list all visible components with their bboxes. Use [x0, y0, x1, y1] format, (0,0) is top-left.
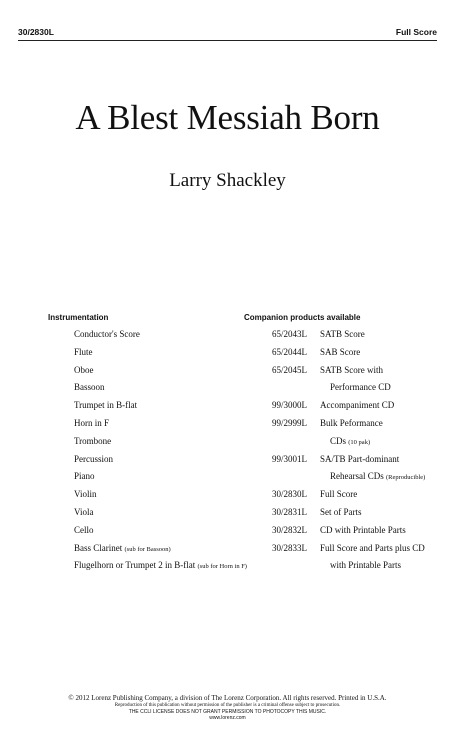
- page-title: A Blest Messiah Born: [75, 98, 380, 137]
- product-description-text: SATB Score: [320, 329, 365, 339]
- instrument-item: [74, 433, 254, 451]
- composer-name: Larry Shackley: [169, 170, 286, 191]
- product-description: [320, 522, 406, 540]
- product-description: [320, 326, 365, 344]
- product-description: [330, 468, 425, 487]
- product-description: [320, 504, 362, 522]
- companion-row: [244, 415, 444, 433]
- instrument-name: Percussion: [74, 453, 113, 464]
- instrument-item: [74, 557, 254, 575]
- product-description-text: Full Score: [320, 489, 358, 500]
- companion-row: [244, 504, 444, 522]
- header-divider: [18, 40, 437, 41]
- companion-row: [244, 397, 444, 415]
- instrument-item: [74, 326, 254, 344]
- catalog-number: 30/2830L: [18, 27, 54, 37]
- companion-products-table: [244, 326, 444, 575]
- product-code: 99/3000L: [272, 400, 307, 411]
- instrument-name: Cello: [74, 524, 94, 535]
- instrument-item: [74, 397, 254, 415]
- product-description-text: with Printable Parts: [330, 560, 401, 571]
- product-description-text: Accompaniment CD: [320, 400, 395, 411]
- product-description-text: SA/TB Part-dominant: [320, 453, 400, 464]
- product-description-text: CD with Printable Parts: [320, 524, 406, 535]
- instrument-name: Conductor's Score: [74, 329, 140, 339]
- product-description-text: SAB Score: [320, 346, 361, 357]
- ccli-notice: THE CCLI LICENSE DOES NOT GRANT PERMISSION TO PHOTOCOPY THIS MUSIC.: [128, 709, 327, 715]
- product-description: [330, 379, 391, 397]
- product-description: [320, 344, 360, 362]
- instrument-item: [74, 522, 254, 540]
- instrumentation-heading: Instrumentation: [48, 313, 109, 322]
- reproduction-notice: Reproduction of this publication without permission of the publisher is a criminal offense subject to prosecution.: [114, 703, 341, 708]
- companion-row: [244, 468, 444, 486]
- product-description-text: SATB Score with: [320, 364, 383, 375]
- copyright-notice: © 2012 Lorenz Publishing Company, a division of The Lorenz Corporation. All rights reserved. Printed in U.S.A.: [68, 694, 387, 702]
- product-description: [320, 362, 383, 380]
- companion-row: [244, 557, 444, 575]
- companion-row: [244, 344, 444, 362]
- instrumentation-list: [74, 326, 254, 575]
- instrument-item: [74, 468, 254, 486]
- product-code: 30/2832L: [272, 524, 307, 535]
- product-description-text: Performance CD: [330, 382, 391, 393]
- instrument-item: [74, 451, 254, 469]
- product-description: [320, 540, 425, 558]
- instrument-name: Trumpet in B-flat: [74, 400, 138, 411]
- companion-row: [244, 486, 444, 504]
- product-description: [320, 397, 394, 415]
- instrument-name: Piano: [74, 471, 95, 482]
- product-code: 99/2999L: [272, 417, 307, 428]
- companion-row: [244, 362, 444, 380]
- product-code: 30/2830L: [272, 489, 307, 500]
- product-description-text: Rehearsal CDs: [330, 471, 384, 482]
- companion-row: [244, 433, 444, 451]
- instrument-name: Bassoon: [74, 382, 105, 393]
- page-header: [18, 27, 437, 41]
- page-footer: [0, 694, 455, 721]
- companion-row: [244, 522, 444, 540]
- companion-row: [244, 379, 444, 397]
- product-description: [320, 415, 383, 433]
- product-note: (Reproducible): [386, 474, 426, 482]
- companion-row: [244, 451, 444, 469]
- product-description: [320, 486, 357, 504]
- instrument-name: Viola: [74, 506, 94, 517]
- instrument-note: (sub for Horn in F): [197, 563, 247, 571]
- companion-row: [244, 540, 444, 558]
- instrument-item: [74, 540, 254, 558]
- product-description-text: CDs: [330, 435, 347, 446]
- product-description-text: Bulk Peformance: [320, 417, 383, 428]
- companion-row: [244, 326, 444, 344]
- instrument-name: Trombone: [74, 435, 112, 446]
- product-note: (10 pak): [348, 438, 371, 446]
- product-description-text: Set of Parts: [320, 506, 362, 517]
- product-code: 65/2043L: [272, 329, 307, 339]
- product-description: [320, 451, 399, 469]
- instrument-note: (sub for Bassoon): [124, 545, 171, 553]
- product-code: 65/2044L: [272, 346, 307, 357]
- score-type-label: Full Score: [395, 27, 437, 37]
- product-description-text: Full Score and Parts plus CD: [320, 542, 425, 553]
- instrument-name: Horn in F: [74, 417, 110, 428]
- instrument-item: [74, 486, 254, 504]
- companion-heading: Companion products available: [244, 313, 361, 322]
- instrument-item: [74, 504, 254, 522]
- instrument-name: Oboe: [74, 364, 94, 375]
- product-description: [330, 557, 401, 575]
- instrument-name: Flute: [74, 346, 93, 357]
- instrument-name: Bass Clarinet: [74, 542, 123, 553]
- instrument-item: [74, 362, 254, 380]
- publisher-url: www.lorenz.com: [209, 715, 246, 721]
- instrument-name: Violin: [74, 489, 97, 500]
- product-code: 65/2045L: [272, 364, 307, 375]
- product-code: 30/2831L: [272, 506, 307, 517]
- instrument-item: [74, 415, 254, 433]
- product-code: 30/2833L: [272, 542, 307, 553]
- instrument-item: [74, 379, 254, 397]
- instrument-item: [74, 344, 254, 362]
- product-code: 99/3001L: [272, 453, 307, 464]
- product-description: [330, 433, 370, 452]
- instrument-name: Flugelhorn or Trumpet 2 in B-flat: [74, 560, 196, 571]
